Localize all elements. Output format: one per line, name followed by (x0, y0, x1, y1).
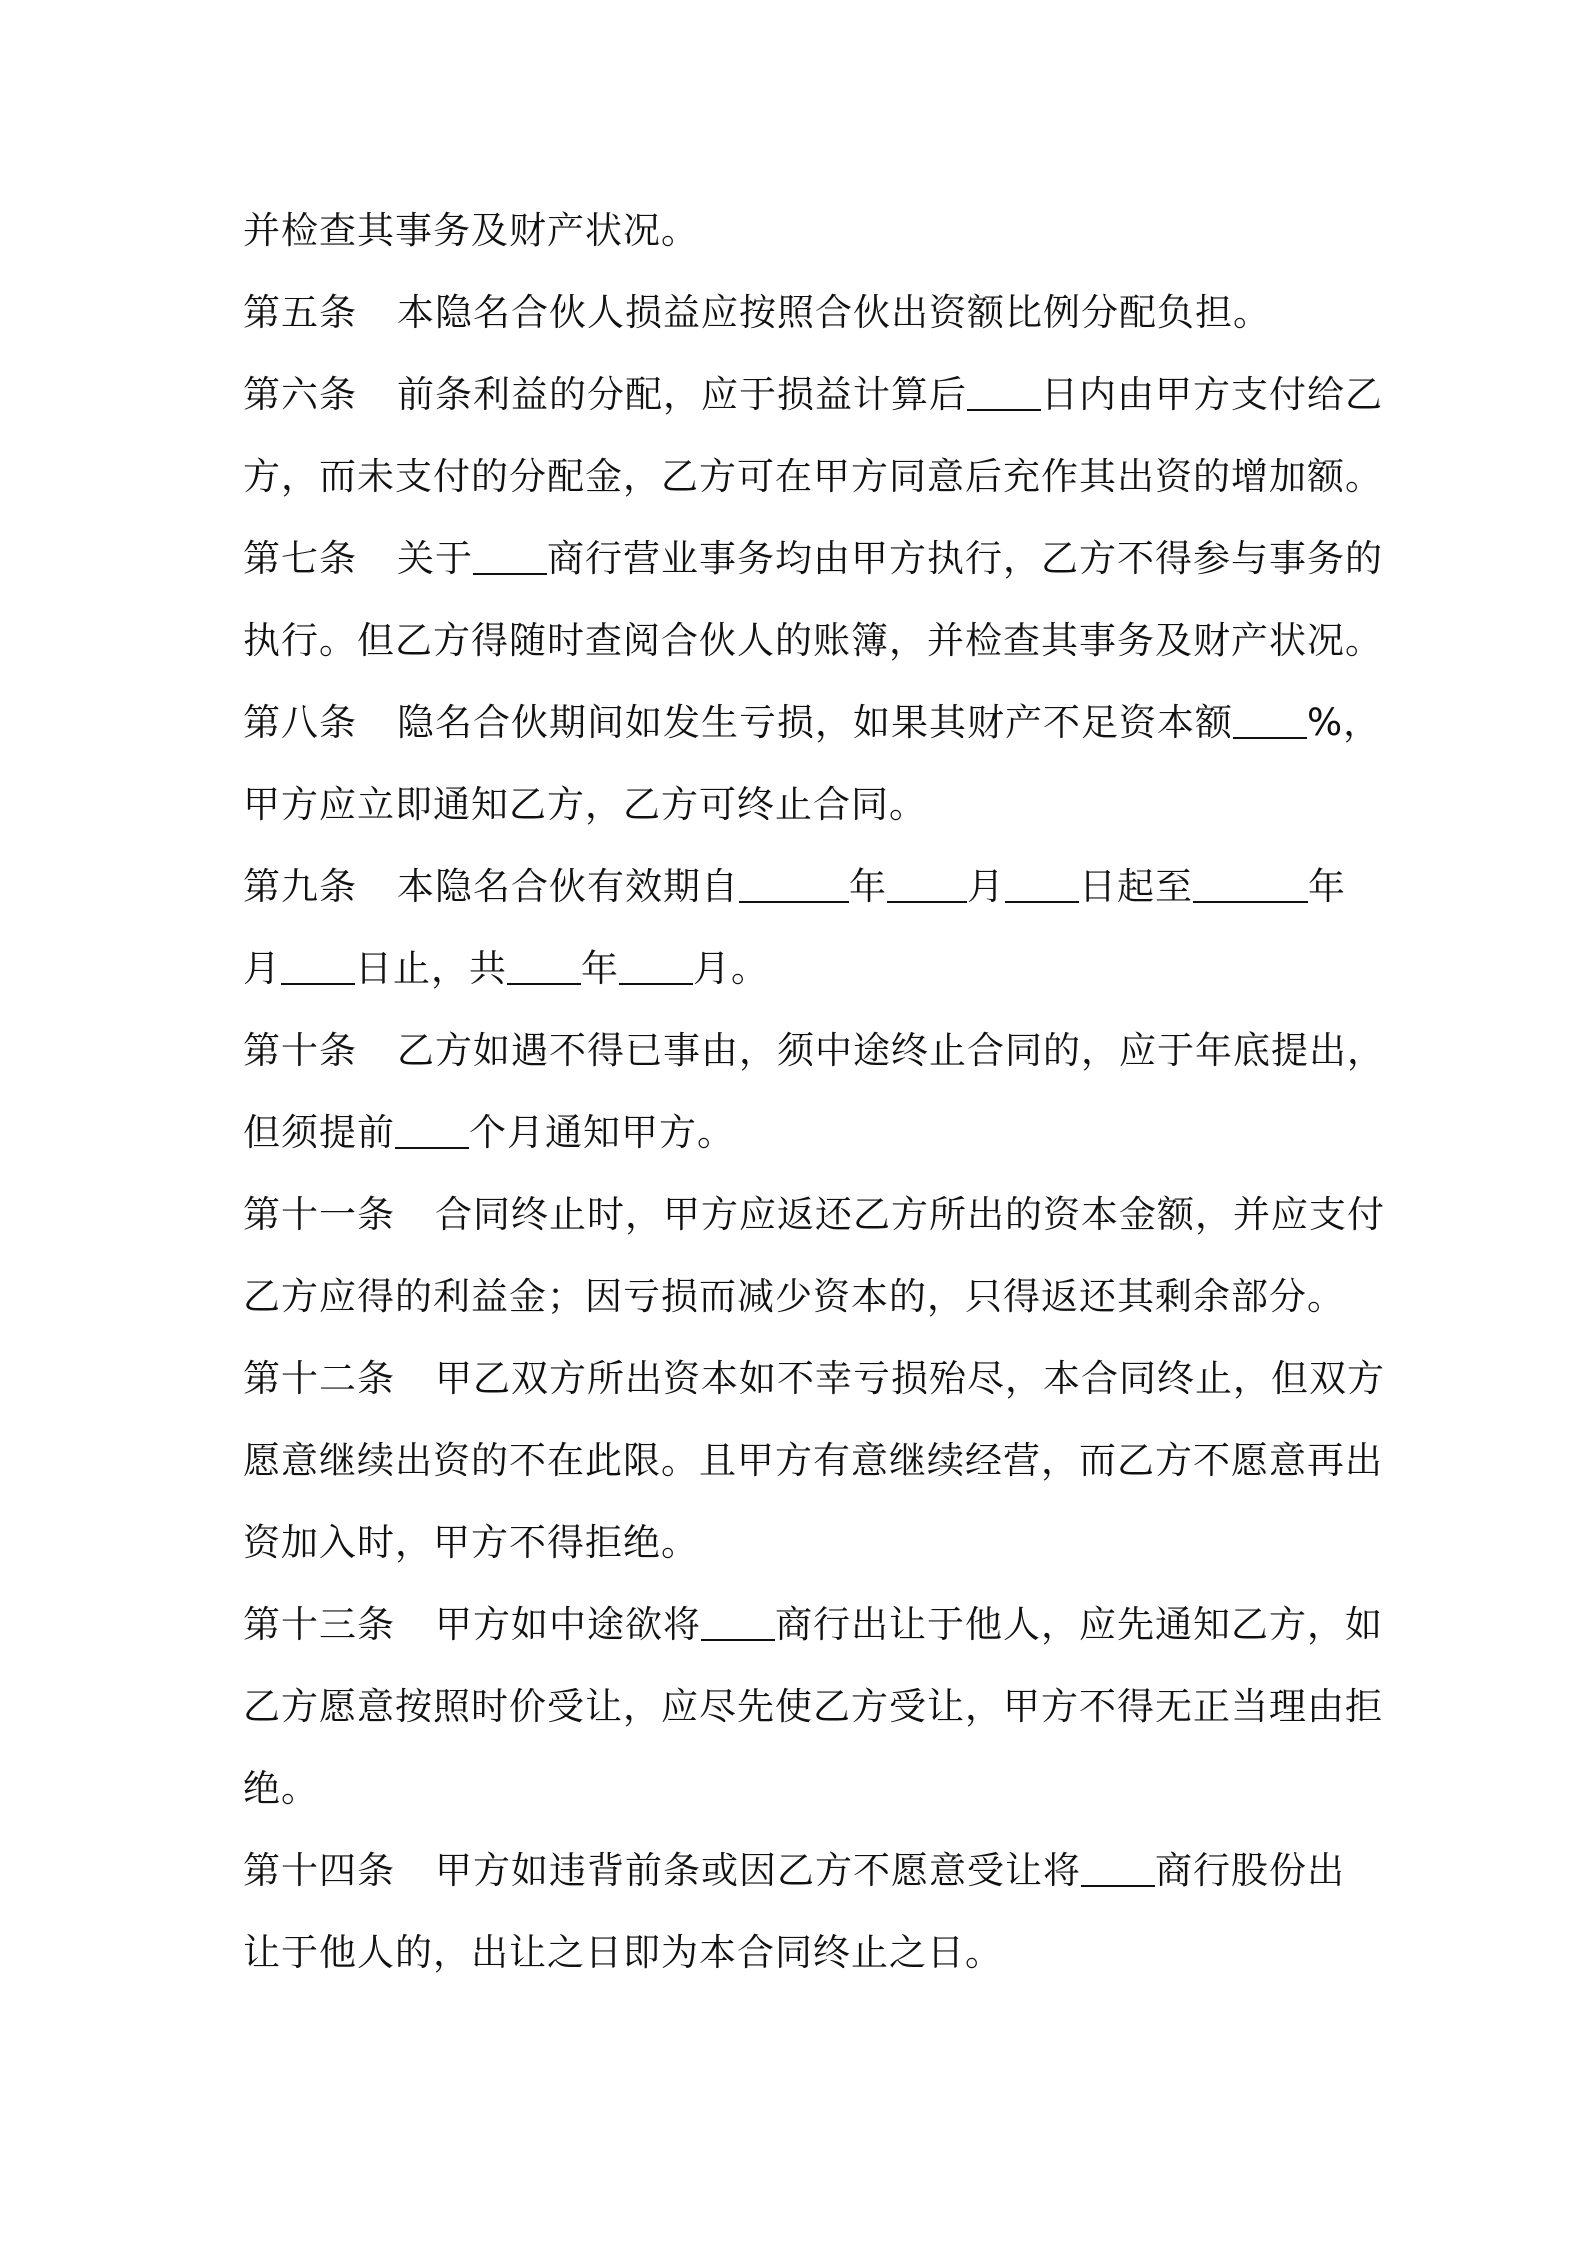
text-segment: 月 (967, 865, 1005, 908)
text-segment: 本隐名合伙人损益应按照合伙出资额比例分配负担。 (397, 291, 1271, 334)
fill-in-blank[interactable] (967, 369, 1041, 411)
text-segment: 日内由甲方支付给乙 (1041, 373, 1383, 416)
paragraph-line (243, 1912, 1361, 1994)
text-segment: 乙方如遇不得已事由，须中途终止合同的，应于年底提出， (397, 1029, 1385, 1072)
article-9 (243, 846, 1361, 928)
text-segment: 个月通知甲方。 (469, 1111, 735, 1154)
text-segment: 执行。但乙方得随时查阅合伙人的账簿，并检查其事务及财产状况。 (243, 619, 1383, 662)
fill-in-blank[interactable] (507, 943, 581, 985)
text-segment: 但须提前 (243, 1111, 395, 1154)
article-number: 第十二条 (243, 1357, 395, 1400)
text-segment: 年 (849, 865, 887, 908)
fill-in-blank[interactable] (1005, 861, 1079, 903)
text-segment: 绝。 (243, 1767, 319, 1810)
article-12 (243, 1338, 1385, 1420)
paragraph-line (243, 1748, 1361, 1830)
text-segment: 月 (243, 947, 281, 990)
paragraph-line (243, 1502, 1361, 1584)
text-segment: 合同终止时，甲方应返还乙方所出的资本金额，并应支付 (435, 1193, 1385, 1236)
fill-in-blank[interactable] (1081, 1845, 1155, 1887)
text-segment: 愿意继续出资的不在此限。且甲方有意继续经营，而乙方不愿意再出 (243, 1439, 1383, 1482)
text-segment: 隐名合伙期间如发生亏损，如果其财产不足资本额 (397, 701, 1233, 744)
text-segment: 资加入时，甲方不得拒绝。 (243, 1521, 699, 1564)
article-7 (243, 518, 1383, 600)
fill-in-blank[interactable] (739, 861, 849, 903)
article-number: 第十四条 (243, 1849, 395, 1892)
text-segment: 本隐名合伙有效期自 (397, 865, 739, 908)
text-segment: 方，而未支付的分配金，乙方可在甲方同意后充作其出资的增加额。 (243, 455, 1383, 498)
paragraph-line (243, 764, 1361, 846)
contract-body (243, 190, 1385, 1994)
article-number: 第六条 (243, 373, 357, 416)
paragraph-line (243, 1666, 1383, 1748)
fill-in-blank[interactable] (281, 943, 355, 985)
fill-in-blank[interactable] (887, 861, 967, 903)
paragraph-line (243, 1420, 1383, 1502)
text-segment: 月。 (693, 947, 769, 990)
text-segment: 关于 (397, 537, 473, 580)
fill-in-blank[interactable] (701, 1599, 775, 1641)
fill-in-blank[interactable] (1233, 697, 1307, 739)
fill-in-blank[interactable] (619, 943, 693, 985)
text-segment: 年 (581, 947, 619, 990)
text-segment: %， (1307, 701, 1382, 744)
article-number: 第九条 (243, 865, 357, 908)
fill-in-blank[interactable] (395, 1107, 469, 1149)
text-segment: 甲乙双方所出资本如不幸亏损殆尽，本合同终止，但双方 (435, 1357, 1385, 1400)
text-segment: 前条利益的分配，应于损益计算后 (397, 373, 967, 416)
article-number: 第五条 (243, 291, 357, 334)
text-segment: 乙方应得的利益金；因亏损而减少资本的，只得返还其剩余部分。 (243, 1275, 1345, 1318)
text-segment: 甲方如违背前条或因乙方不愿意受让将 (435, 1849, 1081, 1892)
fill-in-blank[interactable] (1193, 861, 1308, 903)
text-segment: 商行出让于他人，应先通知乙方，如 (775, 1603, 1383, 1646)
article-13 (243, 1584, 1383, 1666)
article-10 (243, 1010, 1385, 1092)
text-segment: 甲方如中途欲将 (435, 1603, 701, 1646)
text-segment: 日起至 (1079, 865, 1193, 908)
text-segment: 商行营业事务均由甲方执行，乙方不得参与事务的 (547, 537, 1383, 580)
text-segment: 日止，共 (355, 947, 507, 990)
article-number: 第十一条 (243, 1193, 395, 1236)
article-5 (243, 272, 1361, 354)
paragraph-line (243, 1092, 1361, 1174)
paragraph-line (243, 600, 1383, 682)
article-11 (243, 1174, 1385, 1256)
article-number: 第十三条 (243, 1603, 395, 1646)
text-segment: 并检查其事务及财产状况。 (243, 209, 699, 252)
article-number: 第十条 (243, 1029, 357, 1072)
paragraph-line (243, 928, 1361, 1010)
paragraph-line (243, 1256, 1361, 1338)
text-segment: 乙方愿意按照时价受让，应尽先使乙方受让，甲方不得无正当理由拒 (243, 1685, 1383, 1728)
text-segment: 让于他人的，出让之日即为本合同终止之日。 (243, 1931, 1003, 1974)
text-segment: 甲方应立即通知乙方，乙方可终止合同。 (243, 783, 927, 826)
text-segment: 年 (1308, 865, 1346, 908)
article-8 (243, 682, 1382, 764)
paragraph-line (243, 436, 1383, 518)
text-segment: 商行股份出 (1155, 1849, 1345, 1892)
article-number: 第七条 (243, 537, 357, 580)
article-number: 第八条 (243, 701, 357, 744)
fill-in-blank[interactable] (473, 533, 547, 575)
article-6 (243, 354, 1383, 436)
article-14 (243, 1830, 1361, 1912)
paragraph-line (243, 190, 1361, 272)
